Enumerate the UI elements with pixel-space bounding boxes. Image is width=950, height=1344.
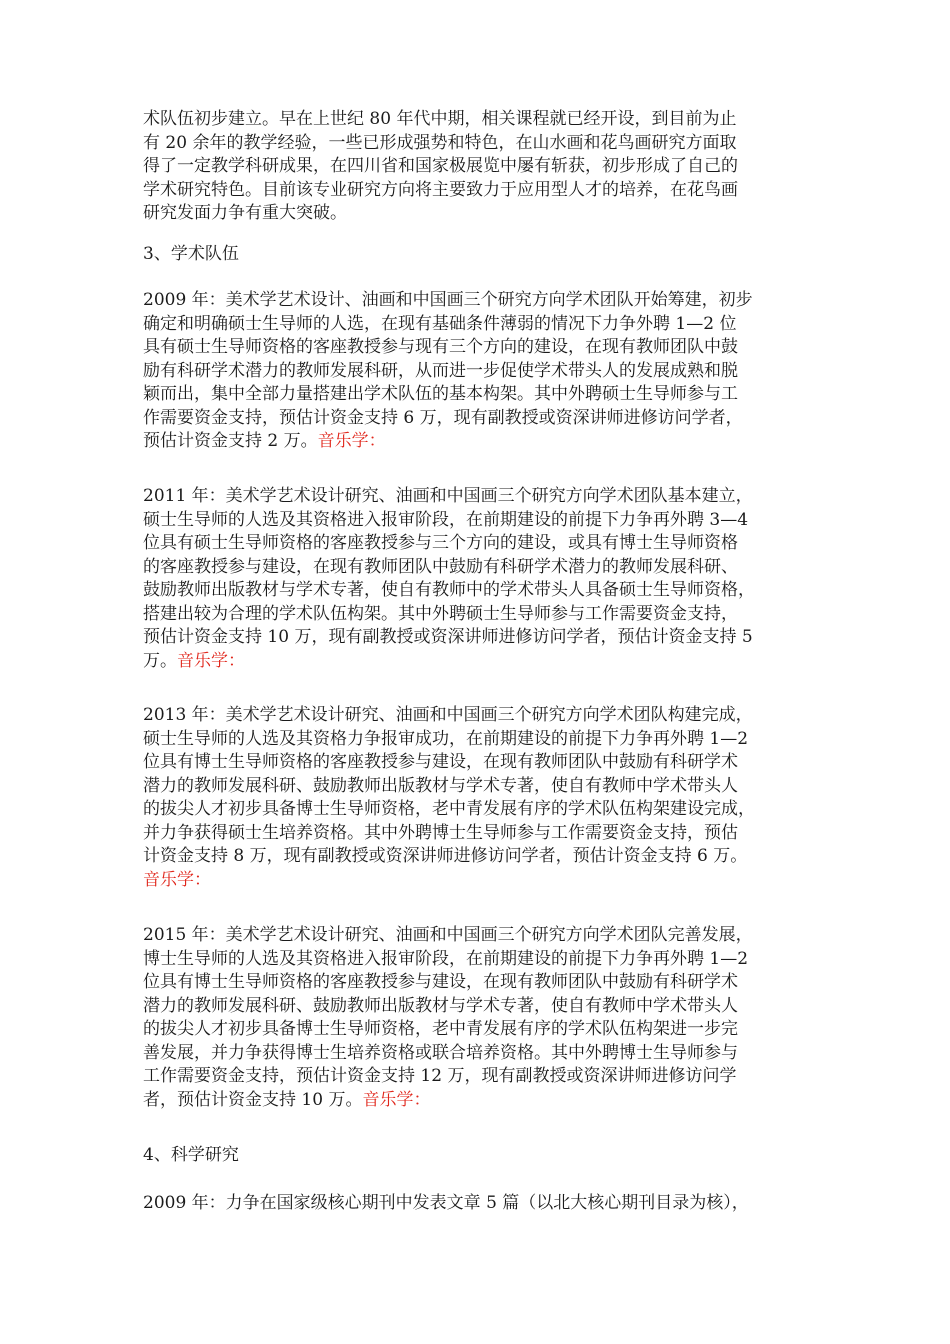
text-line: 2011 年：美术学艺术设计研究、油画和中国画三个研究方向学术团队基本建立， bbox=[143, 486, 753, 506]
text-line: 潜力的教师发展科研、鼓励教师出版教材与学术专著，使自有教师中学术带头人 bbox=[143, 775, 738, 796]
section-heading-academic-team: 3、学术队伍 bbox=[143, 244, 239, 264]
text-line: 并力争获得硕士生培养资格。其中外聘博士生导师参与工作需要资金支持，预估 bbox=[143, 822, 738, 843]
text-line: 有 20 余年的教学经验，一些已形成强势和特色，在山水画和花鸟画研究方面取 bbox=[143, 132, 737, 153]
text-line: 计资金支持 8 万，现有副教授或资深讲师进修访问学者，预估计资金支持 6 万。 bbox=[143, 846, 748, 866]
text-line: 位具有硕士生导师资格的客座教授参与三个方向的建设，或具有博士生导师资格 bbox=[143, 533, 738, 553]
paragraph-2013 bbox=[143, 704, 833, 892]
music-label: 音乐学： bbox=[317, 431, 386, 451]
music-label: 音乐学： bbox=[177, 650, 245, 671]
text-line: 学术研究特色。目前该专业研究方向将主要致力于应用型人才的培养，在花鸟画 bbox=[143, 179, 738, 200]
text-line: 者，预估计资金支持 10 万。音乐学： bbox=[143, 1089, 431, 1110]
text-line: 具有硕士生导师资格的客座教授参与现有三个方向的建设，在现有教师团队中鼓 bbox=[143, 337, 738, 357]
text-line: 位具有博士生导师资格的客座教授参与建设，在现有教师团队中鼓励有科研学术 bbox=[143, 972, 738, 992]
intro-paragraph bbox=[143, 108, 833, 226]
text-line: 励有科研学术潜力的教师发展科研，从而进一步促使学术带头人的发展成熟和脱 bbox=[143, 360, 738, 381]
paragraph-2011 bbox=[143, 485, 833, 673]
text-line bbox=[143, 869, 833, 893]
text-line: 的客座教授参与建设，在现有教师团队中鼓励有科研学术潜力的教师发展科研、 bbox=[143, 556, 738, 577]
text-line: 2013 年：美术学艺术设计研究、油画和中国画三个研究方向学术团队构建完成， bbox=[143, 705, 753, 725]
music-label: 音乐学： bbox=[143, 869, 211, 890]
text-line: 得了一定教学科研成果，在四川省和国家极展览中屡有斩获，初步形成了自己的 bbox=[143, 156, 738, 176]
text-line: 硕士生导师的人选及其资格进入报审阶段，在前期建设的前提下力争再外聘 3—4 bbox=[143, 509, 749, 530]
text-line: 万。音乐学： bbox=[143, 650, 245, 671]
paragraph-2009 bbox=[143, 289, 833, 454]
text-line: 搭建出较为合理的学术队伍构架。其中外聘硕士生导师参与工作需要资金支持， bbox=[143, 603, 738, 624]
text-line: 的拔尖人才初步具备博士生导师资格，老中青发展有序的学术队伍构架建设完成， bbox=[143, 799, 755, 819]
text-line: 的拔尖人才初步具备博士生导师资格，老中青发展有序的学术队伍构架进一步完 bbox=[143, 1019, 738, 1039]
text-line: 预估计资金支持 10 万，现有副教授或资深讲师进修访问学者，预估计资金支持 5 bbox=[143, 627, 753, 647]
text-line: 2015 年：美术学艺术设计研究、油画和中国画三个研究方向学术团队完善发展， bbox=[143, 925, 753, 945]
text-line: 预估计资金支持 2 万。音乐学： bbox=[143, 431, 386, 451]
section-heading-research: 4、科学研究 bbox=[143, 1145, 239, 1165]
paragraph-research-2009 bbox=[143, 1192, 833, 1216]
text-line: 研究发面力争有重大突破。 bbox=[143, 203, 347, 223]
text-line: 善发展，并力争获得博士生培养资格或联合培养资格。其中外聘博士生导师参与 bbox=[143, 1042, 738, 1063]
text-line: 硕士生导师的人选及其资格力争报审成功，在前期建设的前提下力争再外聘 1—2 bbox=[143, 728, 749, 749]
text-line: 术队伍初步建立。早在上世纪 80 年代中期，相关课程就已经开设，到目前为止 bbox=[143, 109, 737, 129]
text-line: 工作需要资金支持，预估计资金支持 12 万，现有副教授或资深讲师进修访问学 bbox=[143, 1066, 737, 1086]
text-line: 作需要资金支持，预估计资金支持 6 万，现有副教授或资深讲师进修访问学者， bbox=[143, 407, 743, 428]
text-line: 鼓励教师出版教材与学术专著，使自有教师中的学术带头人具备硕士生导师资格， bbox=[143, 580, 755, 600]
text-line: 潜力的教师发展科研、鼓励教师出版教材与学术专著，使自有教师中学术带头人 bbox=[143, 995, 738, 1016]
text-line: 博士生导师的人选及其资格进入报审阶段，在前期建设的前提下力争再外聘 1—2 bbox=[143, 948, 749, 969]
text-line: 2009 年：力争在国家级核心期刊中发表文章 5 篇（以北大核心期刊目录为核）， bbox=[143, 1193, 749, 1213]
text-line: 位具有博士生导师资格的客座教授参与建设，在现有教师团队中鼓励有科研学术 bbox=[143, 752, 738, 772]
text-line: 2009 年：美术学艺术设计、油画和中国画三个研究方向学术团队开始筹建，初步 bbox=[143, 290, 753, 310]
music-label: 音乐学： bbox=[362, 1089, 431, 1110]
paragraph-2015 bbox=[143, 924, 833, 1112]
text-line: 颖而出，集中全部力量搭建出学术队伍的基本构架。其中外聘硕士生导师参与工 bbox=[143, 384, 738, 404]
text-line: 确定和明确硕士生导师的人选，在现有基础条件薄弱的情况下力争外聘 1—2 位 bbox=[143, 313, 737, 334]
